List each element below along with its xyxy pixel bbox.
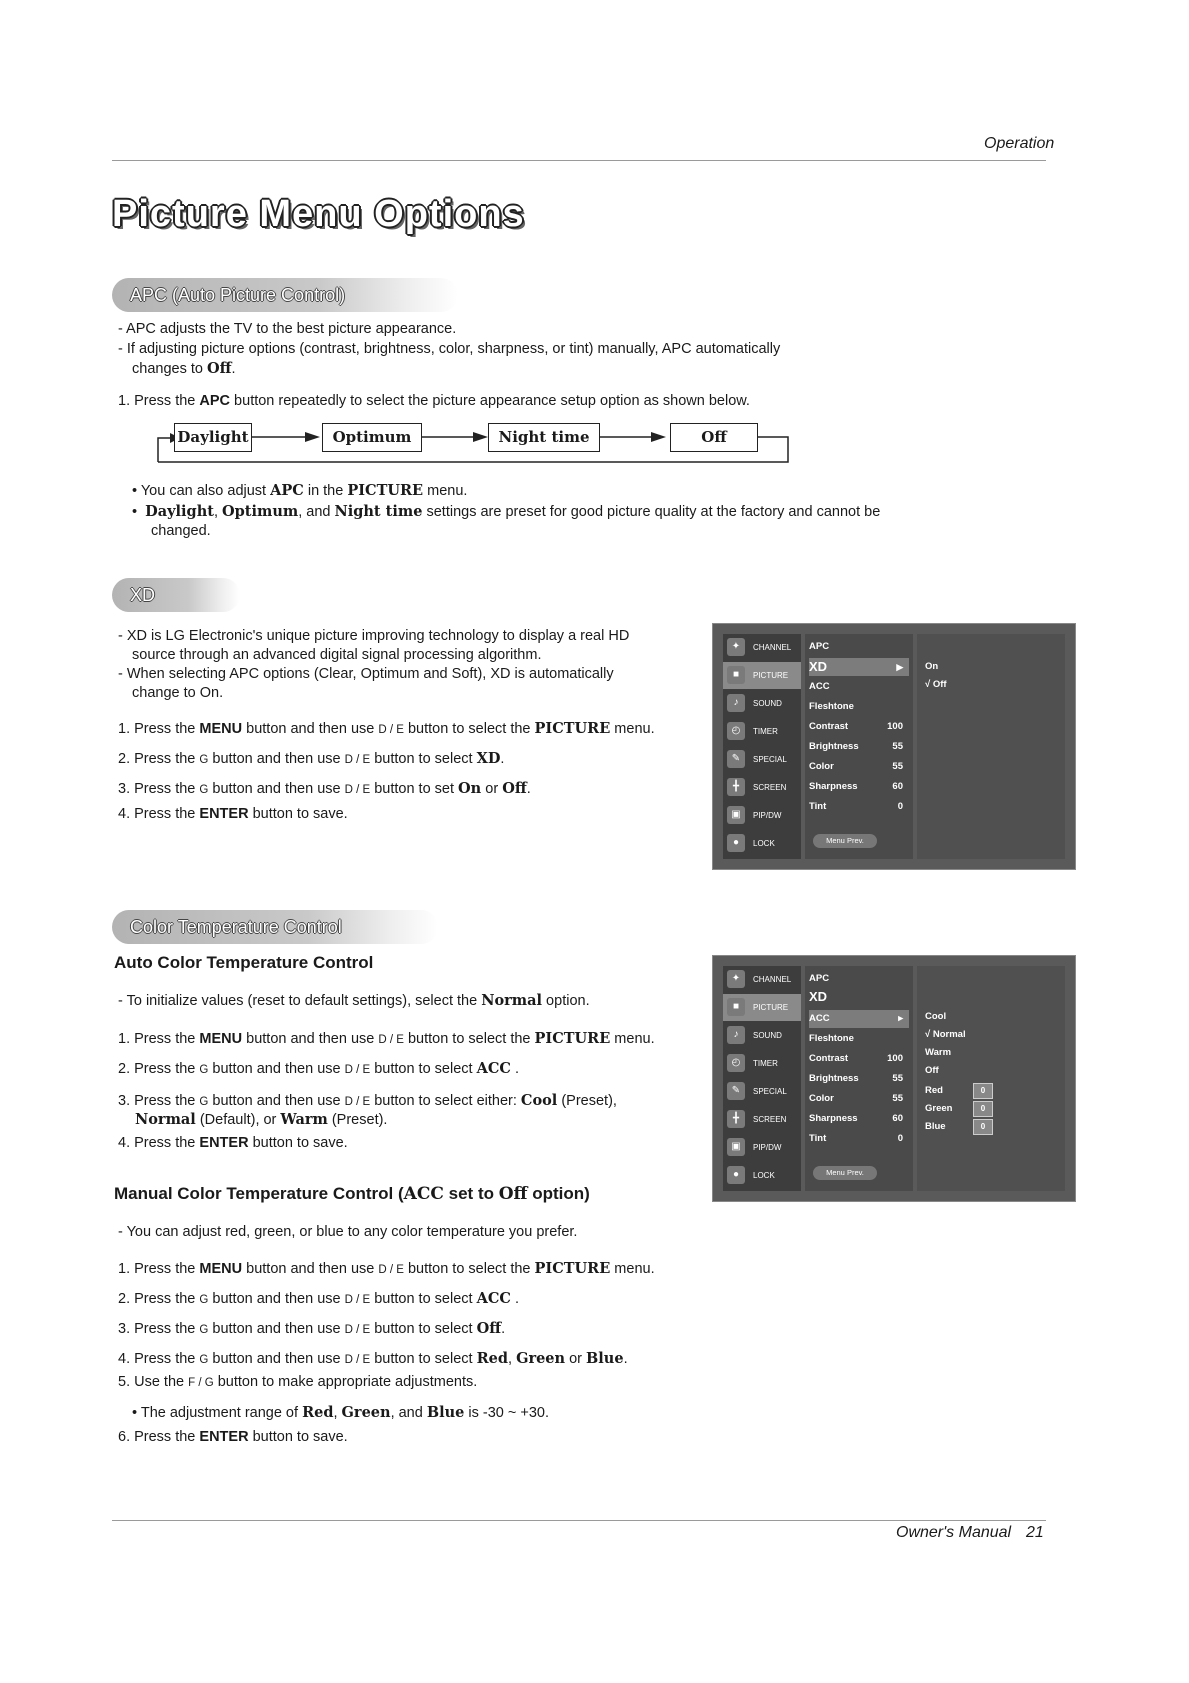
header-rule	[112, 160, 1046, 161]
text: button and then use	[208, 1291, 345, 1307]
text: button to select either:	[370, 1093, 521, 1109]
apc-bullet-1: - APC adjusts the TV to the best picture appearance.	[118, 321, 457, 337]
flow-night-time: Night time	[488, 423, 600, 452]
pip-icon: ▣	[727, 1138, 745, 1156]
text: settings are preset for good picture quality at the factory and cannot be	[422, 504, 881, 520]
osd-acc-options	[917, 966, 1065, 1191]
text: button and then use	[242, 1031, 379, 1047]
text: changes to	[132, 361, 207, 377]
text: Green	[516, 1350, 566, 1367]
text: XD	[476, 750, 501, 767]
text: 1. Press the	[118, 393, 200, 409]
value: 100	[887, 1053, 903, 1064]
osd-item-fleshtone	[809, 698, 909, 716]
text: .	[500, 751, 505, 767]
text: Fleshtone	[809, 701, 854, 712]
screen-icon: ╋	[727, 1110, 745, 1128]
text: CHANNEL	[753, 975, 792, 984]
ct-auto-step-3	[118, 1091, 617, 1112]
value: 100	[887, 721, 903, 732]
right-key: G	[199, 784, 209, 796]
osd-menu-prev: Menu Prev.	[813, 1166, 877, 1180]
osd-opt-red	[925, 1082, 1055, 1100]
text: 3. Press the	[118, 1093, 200, 1109]
osd-nav-timer	[723, 1050, 801, 1077]
picture-icon: ■	[727, 666, 745, 684]
text: set to	[443, 1184, 499, 1203]
osd-nav-picture	[723, 994, 801, 1021]
apc-bullet-2: - If adjusting picture options (contrast, brightness, color, sharpness, or tint) manually, APC automatically	[118, 341, 781, 357]
xd-bullet-1b: source through an advanced digital signal processing algorithm.	[132, 647, 542, 663]
osd-nav-sound	[723, 690, 801, 717]
text: Sharpness	[809, 1113, 858, 1124]
text: 1. Press the	[118, 1261, 200, 1277]
osd-opt-normal: √ Normal	[925, 1029, 966, 1040]
osd-item-contrast	[809, 1050, 909, 1068]
right-arrow-icon: ▸	[898, 1013, 903, 1024]
text: Color	[809, 761, 834, 772]
text: SCREEN	[753, 783, 787, 792]
text: ENTER	[199, 1429, 249, 1445]
text: Red	[925, 1085, 943, 1096]
text: MENU	[199, 1261, 243, 1277]
channel-icon: ✦	[727, 970, 745, 988]
text: Warm	[280, 1111, 328, 1128]
footer-manual: Owner's Manual	[896, 1524, 1012, 1541]
xd-step-2	[118, 749, 504, 770]
text: button and then use	[242, 721, 379, 737]
osd-acc-screenshot	[712, 955, 1076, 1202]
updown-keys: D / E	[344, 784, 371, 796]
text: ACC	[476, 1290, 511, 1307]
osd-item-tint	[809, 798, 909, 816]
special-icon: ✎	[727, 1082, 745, 1100]
text: TIMER	[753, 1059, 778, 1068]
osd-nav-pipdw	[723, 1134, 801, 1161]
osd-item-sharpness	[809, 1110, 909, 1128]
text: button to select the	[403, 1031, 535, 1047]
text: (Preset),	[557, 1093, 617, 1109]
text: , and	[298, 504, 335, 520]
right-arrow-icon: ▸	[896, 659, 903, 674]
osd-opt-warm: Warm	[925, 1047, 952, 1058]
text: in the	[303, 483, 348, 499]
osd-nav-sound	[723, 1022, 801, 1049]
osd-nav-special	[723, 1078, 801, 1105]
text: Brightness	[809, 1073, 859, 1084]
text: Tint	[809, 801, 827, 812]
text: ,	[213, 504, 222, 520]
xd-heading: XD	[112, 578, 240, 612]
text: Normal	[135, 1111, 196, 1128]
text: ENTER	[199, 1135, 249, 1151]
red-value: 0	[973, 1083, 993, 1099]
osd-opt-cool: Cool	[925, 1011, 947, 1022]
value: 60	[892, 781, 903, 792]
text: menu.	[610, 1261, 655, 1277]
green-value: 0	[973, 1101, 993, 1117]
timer-icon: ◴	[727, 1054, 745, 1072]
xd-bullet-2b: change to On.	[132, 685, 224, 701]
text: PICTURE	[753, 1003, 789, 1012]
text: or	[565, 1351, 587, 1367]
updown-keys: D / E	[344, 1324, 371, 1336]
text: 5. Use the	[118, 1374, 189, 1390]
value: 60	[892, 1113, 903, 1124]
updown-keys: D / E	[344, 754, 371, 766]
text: SPECIAL	[753, 1087, 787, 1096]
osd-item-brightness	[809, 738, 909, 756]
text: button repeatedly to select the picture appearance setup option as shown below.	[230, 393, 750, 409]
off-label: Off	[206, 360, 232, 377]
text: button to select the	[403, 1261, 535, 1277]
text: menu.	[610, 721, 655, 737]
osd-opt-off: Off	[925, 1065, 939, 1076]
timer-icon: ◴	[727, 722, 745, 740]
ct-manual-step-2	[118, 1289, 519, 1310]
text: button to save.	[248, 1135, 348, 1151]
pip-icon: ▣	[727, 806, 745, 824]
text: • You can also adjust	[132, 483, 271, 499]
right-key: G	[199, 1354, 209, 1366]
text: Blue	[426, 1404, 465, 1421]
text: - To initialize values (reset to default settings), select the	[118, 993, 482, 1009]
text: or	[481, 781, 503, 797]
text: ENTER	[199, 806, 249, 822]
ct-manual-step-5	[118, 1373, 477, 1393]
text: button and then use	[208, 1093, 345, 1109]
osd-item-acc	[809, 678, 909, 696]
text: button to save.	[248, 1429, 348, 1445]
osd-nav-channel	[723, 634, 801, 661]
osd-nav-channel	[723, 966, 801, 993]
updown-keys: D / E	[344, 1354, 371, 1366]
text: LOCK	[753, 1171, 775, 1180]
apc-note-2b: changed.	[151, 523, 211, 539]
text: button to select	[370, 751, 477, 767]
text: 2. Press the	[118, 751, 200, 767]
blue-value: 0	[973, 1119, 993, 1135]
updown-keys: D / E	[344, 1064, 371, 1076]
text: button to select	[370, 1351, 477, 1367]
text: CHANNEL	[753, 643, 792, 652]
footer-page-number: 21	[1026, 1524, 1044, 1541]
osd-item-xd	[809, 658, 909, 676]
ct-manual-step-1	[118, 1259, 655, 1280]
text: PICTURE	[534, 720, 611, 737]
text: Contrast	[809, 721, 849, 732]
osd-nav	[723, 966, 801, 1191]
text: ACC	[476, 1060, 511, 1077]
text: SCREEN	[753, 1115, 787, 1124]
text: button to save.	[248, 806, 348, 822]
text: 1. Press the	[118, 721, 200, 737]
text: Green	[341, 1404, 391, 1421]
text: ACC	[809, 681, 830, 692]
osd-nav-lock	[723, 830, 801, 857]
osd-nav-lock	[723, 1162, 801, 1189]
osd-nav	[723, 634, 801, 859]
text: MENU	[199, 721, 243, 737]
text: Fleshtone	[809, 1033, 854, 1044]
osd-item-color	[809, 1090, 909, 1108]
text: 2. Press the	[118, 1291, 200, 1307]
osd-item-contrast	[809, 718, 909, 736]
text: 6. Press the	[118, 1429, 200, 1445]
text: button to select the	[403, 721, 535, 737]
text: PICTURE	[534, 1260, 611, 1277]
text: Red	[476, 1350, 508, 1367]
xd-step-3	[118, 779, 531, 800]
sound-icon: ♪	[727, 694, 745, 712]
text: SPECIAL	[753, 755, 787, 764]
osd-nav-special	[723, 746, 801, 773]
text: Optimum	[222, 503, 299, 520]
ct-manual-bullet: - You can adjust red, green, or blue to any color temperature you prefer.	[118, 1224, 578, 1240]
text: .	[510, 1291, 519, 1307]
text: SOUND	[753, 1031, 782, 1040]
flow-optimum: Optimum	[322, 423, 422, 452]
text: 4. Press the	[118, 1135, 200, 1151]
leftright-keys: F / G	[188, 1377, 214, 1389]
text: Sharpness	[809, 781, 858, 792]
updown-keys: D / E	[378, 1034, 404, 1046]
text: button and then use	[208, 1321, 345, 1337]
text: APC	[809, 641, 830, 652]
text: PICTURE	[347, 482, 424, 499]
osd-xd-options	[917, 634, 1065, 859]
ct-auto-step-4	[118, 1134, 348, 1153]
text: Blue	[586, 1350, 624, 1367]
text: SOUND	[753, 699, 782, 708]
text: MENU	[199, 1031, 243, 1047]
osd-picture-menu	[805, 634, 913, 859]
osd-opt-blue	[925, 1118, 1055, 1136]
text: option)	[527, 1184, 590, 1203]
ct-auto-step-3b	[135, 1110, 387, 1130]
text: is -30 ~ +30.	[464, 1405, 550, 1421]
right-key: G	[199, 1096, 209, 1108]
value: 0	[897, 1133, 903, 1144]
text: Cool	[520, 1092, 558, 1109]
updown-keys: D / E	[344, 1294, 371, 1306]
xd-step-1	[118, 719, 655, 740]
text: menu.	[610, 1031, 655, 1047]
osd-item-fleshtone	[809, 1030, 909, 1048]
header-section-label: Operation	[984, 135, 1055, 152]
apc-key: APC	[199, 393, 231, 409]
text: ,	[333, 1405, 342, 1421]
text: ACC	[403, 1184, 444, 1204]
text: Off	[498, 1184, 528, 1204]
text: menu.	[423, 483, 468, 499]
osd-item-sharpness	[809, 778, 909, 796]
text: Tint	[809, 1133, 827, 1144]
text: 4. Press the	[118, 806, 200, 822]
ct-auto-step-1	[118, 1029, 655, 1050]
apc-step-1	[118, 392, 750, 411]
osd-item-brightness	[809, 1070, 909, 1088]
text: TIMER	[753, 727, 778, 736]
value: 55	[892, 741, 903, 752]
ct-manual-title	[114, 1184, 590, 1204]
text: Green	[925, 1103, 953, 1114]
sound-icon: ♪	[727, 1026, 745, 1044]
text: 2. Press the	[118, 1061, 200, 1077]
ct-heading: Color Temperature Control	[112, 910, 438, 944]
text: button and then use	[242, 1261, 379, 1277]
ct-manual-step-5-note	[132, 1403, 549, 1423]
updown-keys: D / E	[378, 724, 404, 736]
text: Color	[809, 1093, 834, 1104]
text: (Preset).	[327, 1112, 388, 1128]
apc-bullet-2b	[132, 359, 236, 379]
osd-nav-screen	[723, 1106, 801, 1133]
osd-picture-menu	[805, 966, 913, 1191]
apc-heading: APC (Auto Picture Control)	[112, 278, 458, 312]
updown-keys: D / E	[378, 1264, 404, 1276]
text: .	[501, 1321, 506, 1337]
text: Brightness	[809, 741, 859, 752]
text: 4. Press the	[118, 1351, 200, 1367]
text: PIP/DW	[753, 811, 782, 820]
text: Off	[502, 780, 527, 797]
text: 3. Press the	[118, 1321, 200, 1337]
text: button to select	[370, 1291, 477, 1307]
text: button to select	[370, 1061, 477, 1077]
right-key: G	[199, 754, 209, 766]
text: button to select	[370, 1321, 477, 1337]
value: 55	[892, 1073, 903, 1084]
text: APC	[809, 973, 830, 984]
xd-step-4	[118, 805, 348, 824]
flow-off: Off	[670, 423, 758, 452]
text: button to set	[370, 781, 459, 797]
ct-auto-title: Auto Color Temperature Control	[114, 953, 374, 972]
ct-manual-step-6	[118, 1428, 348, 1447]
xd-bullet-1a: - XD is LG Electronic's unique picture improving technology to display a real HD	[118, 628, 630, 644]
osd-item-apc	[809, 638, 909, 656]
text: Off	[476, 1320, 502, 1337]
text: XD	[809, 989, 828, 1004]
ct-manual-step-4	[118, 1349, 628, 1370]
text: On	[458, 780, 482, 797]
osd-nav-screen	[723, 774, 801, 801]
text: (Default), or	[195, 1112, 281, 1128]
text: button and then use	[208, 1351, 345, 1367]
osd-item-xd	[809, 988, 909, 1006]
special-icon: ✎	[727, 750, 745, 768]
ct-auto-step-2	[118, 1059, 519, 1080]
text: Red	[302, 1404, 334, 1421]
text: ,	[508, 1351, 517, 1367]
osd-opt-green	[925, 1100, 1055, 1118]
text: button and then use	[208, 751, 345, 767]
updown-keys: D / E	[344, 1096, 371, 1108]
text: .	[510, 1061, 519, 1077]
osd-nav-pipdw	[723, 802, 801, 829]
text: option.	[542, 993, 590, 1009]
text: .	[231, 361, 236, 377]
value: 0	[897, 801, 903, 812]
text: Normal	[481, 992, 543, 1009]
text: PIP/DW	[753, 1143, 782, 1152]
text: PICTURE	[534, 1030, 611, 1047]
osd-item-tint	[809, 1130, 909, 1148]
xd-bullet-2a: - When selecting APC options (Clear, Optimum and Soft), XD is automatically	[118, 666, 614, 682]
apc-note-2: • Daylight, Optimum, and Night time settings are preset for good picture quality at the factory and cannot be	[132, 503, 881, 520]
osd-xd-screenshot	[712, 623, 1076, 870]
text: button and then use	[208, 1061, 345, 1077]
text: Manual Color Temperature Control (	[114, 1184, 404, 1203]
value: 55	[892, 761, 903, 772]
ct-auto-bullet	[118, 991, 590, 1011]
text: , and	[390, 1405, 427, 1421]
text: • The adjustment range of	[132, 1405, 303, 1421]
footer-rule	[112, 1520, 1046, 1521]
text: Daylight	[145, 503, 214, 520]
lock-icon: ●	[727, 1166, 745, 1184]
osd-opt-off: √ Off	[925, 679, 947, 690]
text: LOCK	[753, 839, 775, 848]
text: Blue	[925, 1121, 946, 1132]
text: Contrast	[809, 1053, 849, 1064]
right-key: G	[199, 1324, 209, 1336]
text: XD	[809, 659, 828, 674]
osd-item-acc	[809, 1010, 909, 1028]
osd-nav-picture	[723, 662, 801, 689]
text: .	[623, 1351, 628, 1367]
apc-note-1	[132, 481, 467, 501]
text: .	[526, 781, 531, 797]
page-title: Picture Menu Options	[112, 193, 525, 235]
text: 1. Press the	[118, 1031, 200, 1047]
text: button to make appropriate adjustments.	[213, 1374, 478, 1390]
lock-icon: ●	[727, 834, 745, 852]
text: 3. Press the	[118, 781, 200, 797]
channel-icon: ✦	[727, 638, 745, 656]
text: APC	[270, 482, 304, 499]
text: Night time	[334, 503, 423, 520]
screen-icon: ╋	[727, 778, 745, 796]
right-key: G	[199, 1294, 209, 1306]
text: ACC	[809, 1013, 830, 1024]
osd-opt-on: On	[925, 661, 939, 672]
osd-nav-timer	[723, 718, 801, 745]
ct-manual-step-3	[118, 1319, 505, 1340]
right-key: G	[199, 1064, 209, 1076]
osd-item-apc	[809, 970, 909, 988]
osd-item-color	[809, 758, 909, 776]
value: 55	[892, 1093, 903, 1104]
text: button and then use	[208, 781, 345, 797]
flow-daylight: Daylight	[174, 423, 252, 452]
picture-icon: ■	[727, 998, 745, 1016]
text: PICTURE	[753, 671, 789, 680]
osd-menu-prev: Menu Prev.	[813, 834, 877, 848]
